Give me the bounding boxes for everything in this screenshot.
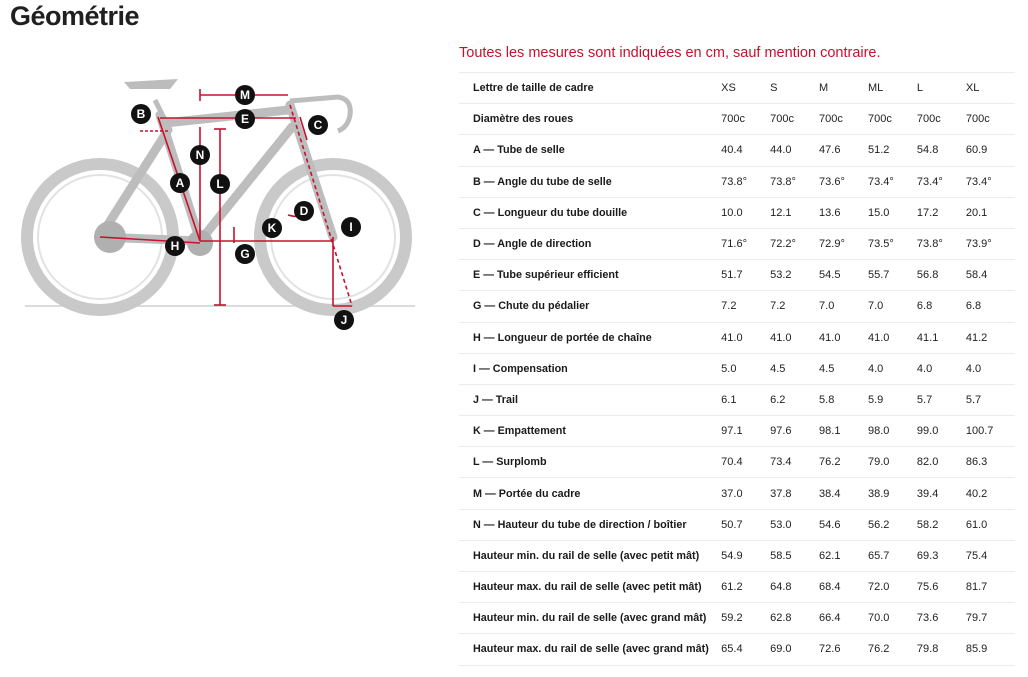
table-cell: 66.4 <box>819 603 868 634</box>
marker-m <box>235 85 255 105</box>
table-cell: 12.1 <box>770 197 819 228</box>
table-cell: 7.0 <box>819 291 868 322</box>
table-cell: 4.5 <box>819 353 868 384</box>
table-cell: 40.2 <box>966 478 1015 509</box>
table-cell: 62.8 <box>770 603 819 634</box>
table-cell: 98.1 <box>819 416 868 447</box>
table-cell: 76.2 <box>819 447 868 478</box>
table-cell: 20.1 <box>966 197 1015 228</box>
table-cell: 58.4 <box>966 260 1015 291</box>
table-cell: 73.8° <box>770 166 819 197</box>
table-cell: L <box>917 73 966 104</box>
table-cell: 700c <box>721 104 770 135</box>
table-cell: 6.8 <box>917 291 966 322</box>
table-row <box>459 135 1015 166</box>
table-cell: 79.0 <box>868 447 917 478</box>
table-cell: 51.2 <box>868 135 917 166</box>
table-cell: 97.1 <box>721 416 770 447</box>
marker-n <box>190 145 210 165</box>
table-row <box>459 104 1015 135</box>
table-cell: 70.0 <box>868 603 917 634</box>
svg-text:D: D <box>299 204 309 218</box>
table-cell: 73.4° <box>966 166 1015 197</box>
table-row <box>459 509 1015 540</box>
table-cell: 73.4° <box>917 166 966 197</box>
table-row <box>459 447 1015 478</box>
table-row <box>459 228 1015 259</box>
table-cell: 65.7 <box>868 540 917 571</box>
table-row <box>459 603 1015 634</box>
table-cell: 73.9° <box>966 228 1015 259</box>
marker-b <box>131 104 151 124</box>
table-cell: 6.1 <box>721 384 770 415</box>
table-cell: 65.4 <box>721 634 770 665</box>
table-cell: 76.2 <box>868 634 917 665</box>
table-cell: 98.0 <box>868 416 917 447</box>
table-cell: 97.6 <box>770 416 819 447</box>
table-cell: 73.6° <box>819 166 868 197</box>
table-cell: 700c <box>917 104 966 135</box>
svg-text:G: G <box>240 247 250 261</box>
table-cell: XS <box>721 73 770 104</box>
table-cell: 6.8 <box>966 291 1015 322</box>
table-cell: 73.8° <box>917 228 966 259</box>
table-cell: 41.0 <box>819 322 868 353</box>
table-cell: S <box>770 73 819 104</box>
row-label: H — Longueur de portée de chaîne <box>459 322 721 353</box>
table-cell: 50.7 <box>721 509 770 540</box>
table-cell: 72.6 <box>819 634 868 665</box>
row-label: C — Longueur du tube douille <box>459 197 721 228</box>
table-cell: 68.4 <box>819 572 868 603</box>
svg-text:B: B <box>136 107 146 121</box>
table-cell: 51.7 <box>721 260 770 291</box>
table-row <box>459 260 1015 291</box>
table-cell: 82.0 <box>917 447 966 478</box>
table-cell: 70.4 <box>721 447 770 478</box>
table-row <box>459 322 1015 353</box>
table-cell: 100.7 <box>966 416 1015 447</box>
table-cell: 700c <box>868 104 917 135</box>
svg-text:L: L <box>216 177 224 191</box>
table-cell: 79.7 <box>966 603 1015 634</box>
table-cell: 54.8 <box>917 135 966 166</box>
table-cell: 73.5° <box>868 228 917 259</box>
table-cell: 69.0 <box>770 634 819 665</box>
marker-d <box>294 201 314 221</box>
table-cell: 54.6 <box>819 509 868 540</box>
table-cell: 47.6 <box>819 135 868 166</box>
svg-text:H: H <box>170 239 180 253</box>
table-cell: 39.4 <box>917 478 966 509</box>
marker-l <box>210 174 230 194</box>
table-cell: 7.2 <box>721 291 770 322</box>
table-cell: 5.9 <box>868 384 917 415</box>
table-cell: 44.0 <box>770 135 819 166</box>
table-cell: 4.0 <box>868 353 917 384</box>
table-cell: 38.9 <box>868 478 917 509</box>
table-cell: 99.0 <box>917 416 966 447</box>
table-row <box>459 478 1015 509</box>
page-title: Géométrie <box>10 1 140 31</box>
row-label: M — Portée du cadre <box>459 478 721 509</box>
table-cell: 69.3 <box>917 540 966 571</box>
table-cell: 38.4 <box>819 478 868 509</box>
table-cell: 54.5 <box>819 260 868 291</box>
row-label: Hauteur min. du rail de selle (avec grand mât) <box>459 603 721 634</box>
table-cell: 75.4 <box>966 540 1015 571</box>
row-label: Hauteur max. du rail de selle (avec petit mât) <box>459 572 721 603</box>
table-cell: 79.8 <box>917 634 966 665</box>
marker-e <box>235 109 255 129</box>
table-cell: 62.1 <box>819 540 868 571</box>
row-label: G — Chute du pédalier <box>459 291 721 322</box>
row-label: J — Trail <box>459 384 721 415</box>
svg-text:J: J <box>340 313 348 327</box>
table-cell: 17.2 <box>917 197 966 228</box>
table-cell: 5.0 <box>721 353 770 384</box>
table-row <box>459 291 1015 322</box>
table-row <box>459 384 1015 415</box>
table-cell: 41.0 <box>868 322 917 353</box>
table-cell: 15.0 <box>868 197 917 228</box>
table-cell: 700c <box>966 104 1015 135</box>
row-label: Lettre de taille de cadre <box>459 73 721 104</box>
svg-text:E: E <box>240 112 250 126</box>
svg-text:C: C <box>313 118 323 132</box>
row-label: Diamètre des roues <box>459 104 721 135</box>
marker-c <box>308 115 328 135</box>
table-cell: XL <box>966 73 1015 104</box>
marker-a <box>170 173 190 193</box>
row-label: E — Tube supérieur efficient <box>459 260 721 291</box>
table-cell: M <box>819 73 868 104</box>
table-cell: 61.0 <box>966 509 1015 540</box>
table-cell: 41.2 <box>966 322 1015 353</box>
table-cell: 73.4 <box>770 447 819 478</box>
table-row <box>459 73 1015 104</box>
table-row <box>459 572 1015 603</box>
table-cell: 53.0 <box>770 509 819 540</box>
marker-g <box>235 244 255 264</box>
table-cell: 72.0 <box>868 572 917 603</box>
table-cell: 700c <box>770 104 819 135</box>
table-cell: 61.2 <box>721 572 770 603</box>
table-cell: 7.2 <box>770 291 819 322</box>
table-cell: 7.0 <box>868 291 917 322</box>
table-cell: 37.8 <box>770 478 819 509</box>
table-cell: 53.2 <box>770 260 819 291</box>
table-cell: 71.6° <box>721 228 770 259</box>
table-cell: 6.2 <box>770 384 819 415</box>
table-row <box>459 353 1015 384</box>
svg-text:N: N <box>195 148 205 162</box>
marker-k <box>262 218 282 238</box>
marker-i <box>341 217 361 237</box>
table-cell: 37.0 <box>721 478 770 509</box>
table-cell: 55.7 <box>868 260 917 291</box>
table-cell: 72.9° <box>819 228 868 259</box>
row-label: L — Surplomb <box>459 447 721 478</box>
table-cell: ML <box>868 73 917 104</box>
svg-text:K: K <box>267 221 277 235</box>
bike-illustration <box>20 65 420 340</box>
table-cell: 700c <box>819 104 868 135</box>
row-label: K — Empattement <box>459 416 721 447</box>
table-cell: 10.0 <box>721 197 770 228</box>
table-cell: 73.8° <box>721 166 770 197</box>
row-label: N — Hauteur du tube de direction / boîtier <box>459 509 721 540</box>
row-label: I — Compensation <box>459 353 721 384</box>
row-label: A — Tube de selle <box>459 135 721 166</box>
table-cell: 4.5 <box>770 353 819 384</box>
table-cell: 4.0 <box>917 353 966 384</box>
table-cell: 5.7 <box>917 384 966 415</box>
table-cell: 73.6 <box>917 603 966 634</box>
table-cell: 85.9 <box>966 634 1015 665</box>
table-cell: 56.2 <box>868 509 917 540</box>
svg-text:I: I <box>349 220 353 234</box>
table-cell: 73.4° <box>868 166 917 197</box>
table-cell: 59.2 <box>721 603 770 634</box>
table-cell: 86.3 <box>966 447 1015 478</box>
table-cell: 72.2° <box>770 228 819 259</box>
row-label: B — Angle du tube de selle <box>459 166 721 197</box>
table-row <box>459 166 1015 197</box>
table-cell: 5.8 <box>819 384 868 415</box>
table-cell: 58.2 <box>917 509 966 540</box>
marker-h <box>165 236 185 256</box>
table-cell: 64.8 <box>770 572 819 603</box>
table-cell: 40.4 <box>721 135 770 166</box>
table-row <box>459 197 1015 228</box>
row-label: D — Angle de direction <box>459 228 721 259</box>
marker-j <box>334 310 354 330</box>
saddle <box>124 79 178 89</box>
table-cell: 41.1 <box>917 322 966 353</box>
table-row <box>459 634 1015 665</box>
table-cell: 54.9 <box>721 540 770 571</box>
table-row <box>459 416 1015 447</box>
svg-text:M: M <box>240 88 250 102</box>
svg-text:A: A <box>175 176 185 190</box>
table-cell: 60.9 <box>966 135 1015 166</box>
row-label: Hauteur min. du rail de selle (avec petit mât) <box>459 540 721 571</box>
table-cell: 5.7 <box>966 384 1015 415</box>
table-cell: 41.0 <box>721 322 770 353</box>
table-row <box>459 540 1015 571</box>
table-cell: 13.6 <box>819 197 868 228</box>
geometry-table <box>459 72 1015 666</box>
table-cell: 56.8 <box>917 260 966 291</box>
units-note: Toutes les mesures sont indiquées en cm, sauf mention contraire. <box>459 45 881 61</box>
table-cell: 4.0 <box>966 353 1015 384</box>
table-cell: 81.7 <box>966 572 1015 603</box>
table-cell: 41.0 <box>770 322 819 353</box>
row-label: Hauteur max. du rail de selle (avec grand mât) <box>459 634 721 665</box>
bike-geometry-diagram <box>20 65 420 340</box>
table-cell: 75.6 <box>917 572 966 603</box>
table-cell: 58.5 <box>770 540 819 571</box>
